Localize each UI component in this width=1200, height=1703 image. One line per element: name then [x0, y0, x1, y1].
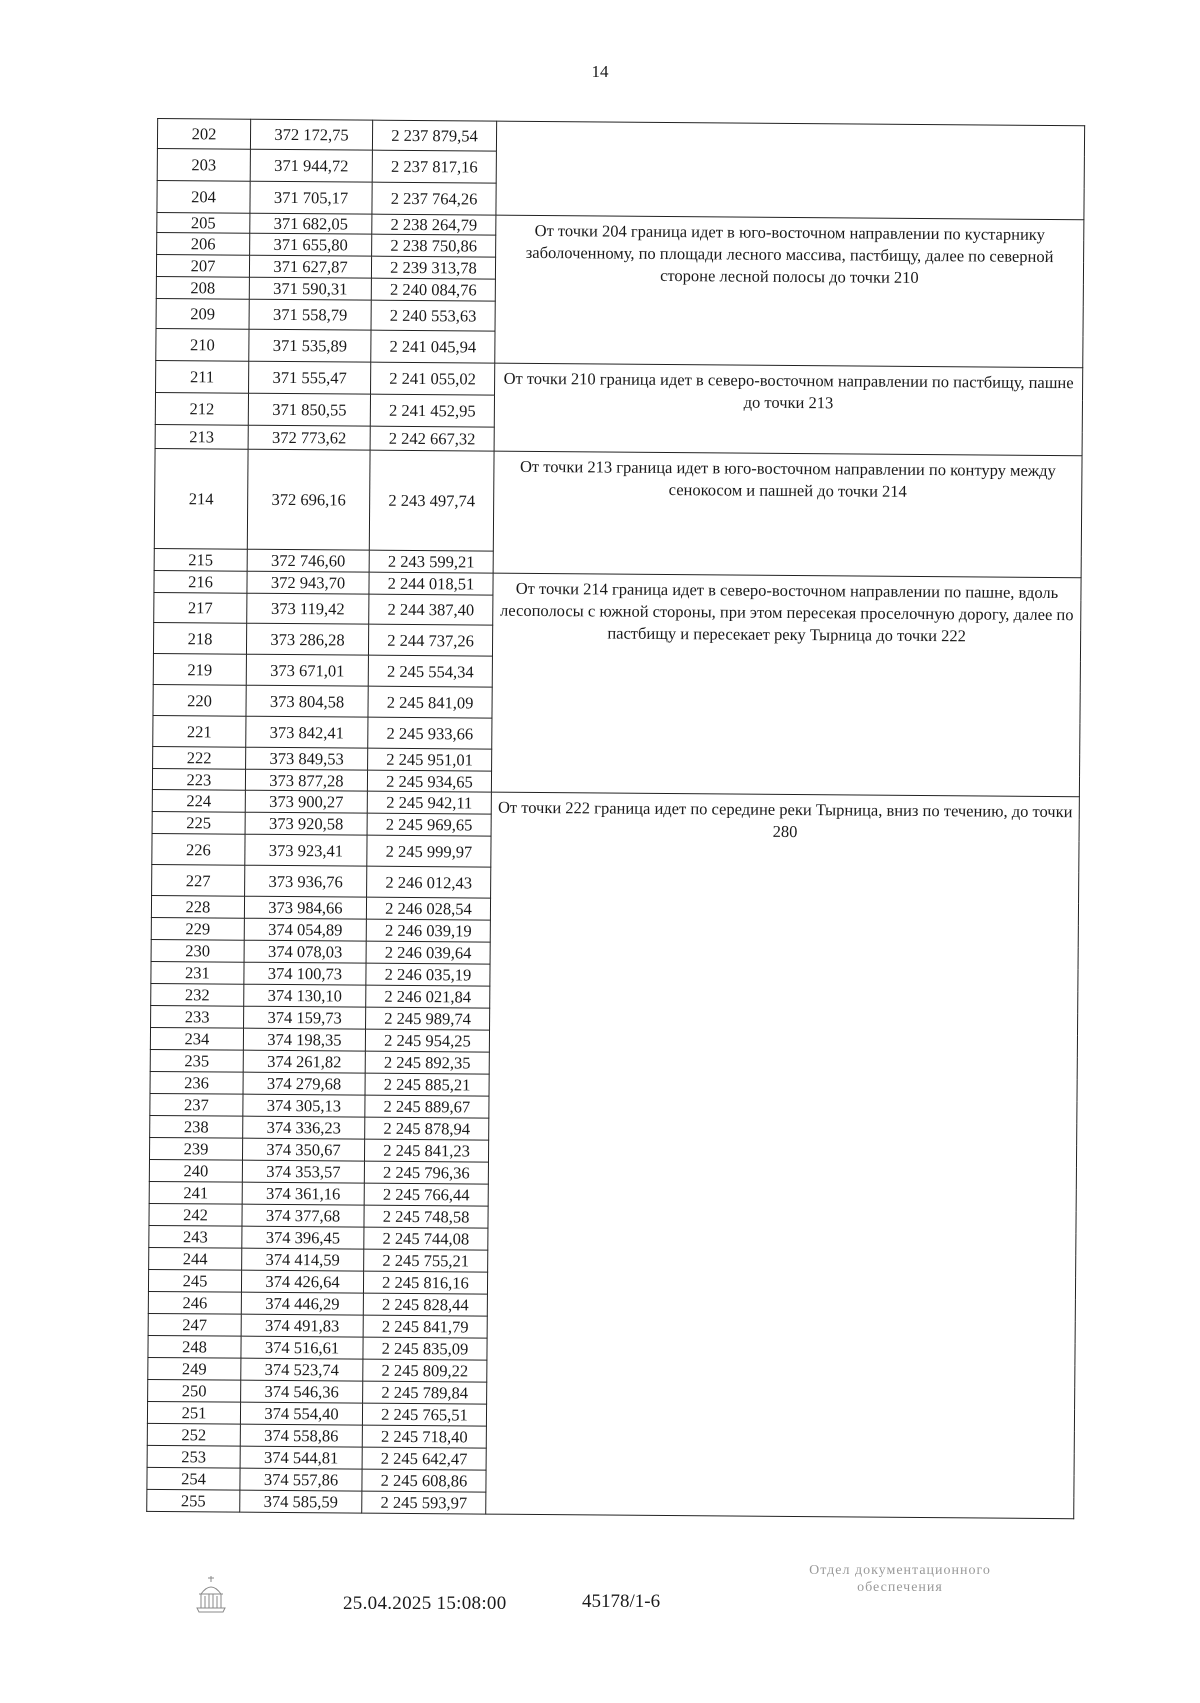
- y-coordinate-cell: 2 245 878,94: [365, 1117, 489, 1140]
- x-coordinate-cell: 372 773,62: [248, 425, 370, 450]
- x-coordinate-cell: 374 350,67: [242, 1138, 364, 1161]
- y-coordinate-cell: 2 245 999,97: [367, 835, 491, 867]
- x-coordinate-cell: 371 705,17: [250, 181, 372, 214]
- emblem-seal-icon: [187, 1568, 235, 1616]
- point-number-cell: 245: [148, 1269, 241, 1292]
- y-coordinate-cell: 2 238 264,79: [372, 214, 496, 235]
- boundary-description-cell: От точки 214 граница идет в северо-восточном направлении по пашне, вдоль лесополосы с южной стороны, при этом пересекая проселочную дорогу, далее по пастбищу и пересекает реку Тырница до точки 222: [491, 573, 1081, 797]
- x-coordinate-cell: 373 936,76: [245, 865, 367, 897]
- point-number-cell: 237: [150, 1093, 243, 1116]
- y-coordinate-cell: 2 246 028,54: [366, 897, 490, 920]
- point-number-cell: 229: [151, 917, 244, 940]
- y-coordinate-cell: 2 245 642,47: [362, 1447, 486, 1470]
- x-coordinate-cell: 374 377,68: [242, 1204, 364, 1227]
- y-coordinate-cell: 2 245 554,34: [368, 655, 492, 687]
- point-number-cell: 233: [151, 1005, 244, 1028]
- y-coordinate-cell: 2 240 084,76: [371, 278, 495, 301]
- y-coordinate-cell: 2 245 835,09: [363, 1337, 487, 1360]
- point-number-cell: 252: [147, 1423, 240, 1446]
- y-coordinate-cell: 2 245 969,65: [367, 813, 491, 836]
- x-coordinate-cell: 371 944,72: [250, 149, 372, 182]
- y-coordinate-cell: 2 245 841,79: [363, 1315, 487, 1338]
- y-coordinate-cell: 2 245 841,23: [364, 1139, 488, 1162]
- y-coordinate-cell: 2 241 055,02: [371, 362, 495, 395]
- x-coordinate-cell: 373 923,41: [245, 834, 367, 866]
- point-number-cell: 215: [154, 548, 247, 571]
- y-coordinate-cell: 2 239 313,78: [371, 256, 495, 279]
- y-coordinate-cell: 2 245 934,65: [367, 770, 491, 792]
- point-number-cell: 236: [150, 1071, 243, 1094]
- boundary-description-cell: От точки 213 граница идет в юго-восточном направлении по контуру между сенокосом и пашней до точки 214: [493, 451, 1082, 578]
- x-coordinate-cell: 374 585,59: [240, 1490, 362, 1513]
- x-coordinate-cell: 373 286,28: [246, 623, 368, 655]
- y-coordinate-cell: 2 241 045,94: [371, 330, 495, 363]
- point-number-cell: 220: [153, 684, 246, 716]
- point-number-cell: 225: [152, 811, 245, 834]
- point-number-cell: 210: [156, 328, 249, 361]
- point-number-cell: 211: [156, 360, 249, 393]
- x-coordinate-cell: 374 305,13: [243, 1094, 365, 1117]
- point-number-cell: 209: [156, 298, 249, 329]
- x-coordinate-cell: 374 546,36: [241, 1380, 363, 1403]
- point-number-cell: 253: [147, 1445, 240, 1468]
- x-coordinate-cell: 374 261,82: [243, 1050, 365, 1073]
- x-coordinate-cell: 374 426,64: [241, 1270, 363, 1293]
- y-coordinate-cell: 2 237 764,26: [372, 182, 496, 215]
- y-coordinate-cell: 2 245 942,11: [367, 791, 491, 814]
- x-coordinate-cell: 373 900,27: [245, 790, 367, 813]
- point-number-cell: 244: [149, 1247, 242, 1270]
- y-coordinate-cell: 2 242 667,32: [370, 426, 494, 451]
- point-number-cell: 218: [153, 622, 246, 654]
- y-coordinate-cell: 2 245 828,44: [363, 1293, 487, 1316]
- y-coordinate-cell: 2 241 452,95: [370, 394, 494, 427]
- x-coordinate-cell: 371 558,79: [249, 299, 371, 330]
- y-coordinate-cell: 2 246 039,19: [366, 919, 490, 942]
- x-coordinate-cell: 374 557,86: [240, 1468, 362, 1491]
- table-row: [154, 448, 1082, 555]
- point-number-cell: 246: [148, 1291, 241, 1314]
- y-coordinate-cell: 2 245 892,35: [365, 1051, 489, 1074]
- point-number-cell: 243: [149, 1225, 242, 1248]
- y-coordinate-cell: 2 246 035,19: [366, 963, 490, 986]
- stamp-line-1: Отдел документационного: [809, 1563, 991, 1578]
- x-coordinate-cell: 373 119,42: [247, 593, 369, 624]
- y-coordinate-cell: 2 238 750,86: [372, 234, 496, 257]
- point-number-cell: 242: [149, 1203, 242, 1226]
- x-coordinate-cell: 374 054,89: [244, 918, 366, 941]
- x-coordinate-cell: 372 172,75: [250, 119, 372, 150]
- y-coordinate-cell: 2 245 951,01: [368, 748, 492, 771]
- x-coordinate-cell: 374 100,73: [244, 962, 366, 985]
- x-coordinate-cell: 372 746,60: [247, 549, 369, 572]
- point-number-cell: 219: [153, 653, 246, 685]
- point-number-cell: 202: [157, 118, 250, 149]
- footer-document-number: 45178/1-6: [582, 1591, 661, 1612]
- x-coordinate-cell: 374 159,73: [244, 1006, 366, 1029]
- footer-timestamp: 25.04.2025 15:08:00: [343, 1593, 507, 1614]
- x-coordinate-cell: 373 920,58: [245, 812, 367, 835]
- x-coordinate-cell: 371 627,87: [249, 255, 371, 278]
- point-number-cell: 217: [154, 592, 247, 623]
- point-number-cell: 222: [153, 746, 246, 769]
- point-number-cell: 254: [147, 1467, 240, 1490]
- x-coordinate-cell: 371 850,55: [248, 393, 370, 426]
- y-coordinate-cell: 2 245 809,22: [363, 1359, 487, 1382]
- point-number-cell: 234: [150, 1027, 243, 1050]
- point-number-cell: 206: [157, 232, 250, 255]
- x-coordinate-cell: 374 558,86: [240, 1424, 362, 1447]
- x-coordinate-cell: 374 491,83: [241, 1314, 363, 1337]
- point-number-cell: 247: [148, 1313, 241, 1336]
- page-number: 14: [591, 62, 609, 81]
- y-coordinate-cell: 2 243 599,21: [369, 550, 493, 573]
- y-coordinate-cell: 2 237 879,54: [372, 120, 496, 151]
- point-number-cell: 207: [156, 254, 249, 277]
- y-coordinate-cell: 2 245 841,09: [368, 686, 492, 718]
- x-coordinate-cell: 374 516,61: [241, 1336, 363, 1359]
- boundary-description-cell: От точки 210 граница идет в северо-восточном направлении по пастбищу, пашне до точки 213: [494, 363, 1083, 456]
- x-coordinate-cell: 374 414,59: [242, 1248, 364, 1271]
- x-coordinate-cell: 374 336,23: [243, 1116, 365, 1139]
- y-coordinate-cell: 2 245 748,58: [364, 1205, 488, 1228]
- point-number-cell: 205: [157, 212, 250, 233]
- y-coordinate-cell: 2 245 885,21: [365, 1073, 489, 1096]
- point-number-cell: 214: [154, 448, 248, 549]
- point-number-cell: 231: [151, 961, 244, 984]
- point-number-cell: 249: [148, 1357, 241, 1380]
- x-coordinate-cell: 374 353,57: [242, 1160, 364, 1183]
- stamp-line-2: обеспечения: [857, 1580, 943, 1595]
- point-number-cell: 227: [152, 864, 245, 896]
- point-number-cell: 212: [155, 392, 248, 425]
- y-coordinate-cell: 2 245 989,74: [366, 1007, 490, 1030]
- point-number-cell: 241: [149, 1181, 242, 1204]
- x-coordinate-cell: 373 984,66: [244, 896, 366, 919]
- y-coordinate-cell: 2 245 765,51: [362, 1403, 486, 1426]
- y-coordinate-cell: 2 244 387,40: [369, 594, 493, 625]
- coordinates-table: [146, 118, 1085, 1519]
- x-coordinate-cell: 373 842,41: [246, 716, 368, 748]
- x-coordinate-cell: 374 078,03: [244, 940, 366, 963]
- point-number-cell: 251: [147, 1401, 240, 1424]
- point-number-cell: 226: [152, 833, 245, 865]
- point-number-cell: 239: [149, 1137, 242, 1160]
- x-coordinate-cell: 374 130,10: [244, 984, 366, 1007]
- y-coordinate-cell: 2 246 021,84: [366, 985, 490, 1008]
- y-coordinate-cell: 2 243 497,74: [369, 450, 494, 551]
- x-coordinate-cell: 373 671,01: [246, 654, 368, 686]
- x-coordinate-cell: 372 943,70: [247, 571, 369, 594]
- x-coordinate-cell: 373 804,58: [246, 685, 368, 717]
- y-coordinate-cell: 2 245 954,25: [365, 1029, 489, 1052]
- y-coordinate-cell: 2 245 816,16: [363, 1271, 487, 1294]
- point-number-cell: 228: [151, 895, 244, 918]
- point-number-cell: 250: [148, 1379, 241, 1402]
- coordinates-table-body: [147, 118, 1085, 1518]
- point-number-cell: 255: [147, 1489, 240, 1512]
- point-number-cell: 224: [152, 789, 245, 812]
- point-number-cell: 221: [153, 715, 246, 747]
- x-coordinate-cell: 374 544,81: [240, 1446, 362, 1469]
- y-coordinate-cell: 2 245 933,66: [368, 717, 492, 749]
- y-coordinate-cell: 2 246 039,64: [366, 941, 490, 964]
- x-coordinate-cell: 373 877,28: [245, 769, 367, 791]
- x-coordinate-cell: 374 554,40: [240, 1402, 362, 1425]
- y-coordinate-cell: 2 245 608,86: [362, 1469, 486, 1492]
- y-coordinate-cell: 2 245 789,84: [363, 1381, 487, 1404]
- y-coordinate-cell: 2 244 018,51: [369, 572, 493, 595]
- x-coordinate-cell: 371 655,80: [250, 233, 372, 256]
- point-number-cell: 213: [155, 424, 248, 449]
- point-number-cell: 223: [152, 768, 245, 790]
- point-number-cell: 235: [150, 1049, 243, 1072]
- point-number-cell: 204: [157, 180, 250, 213]
- point-number-cell: 216: [154, 570, 247, 593]
- boundary-description-cell: От точки 204 граница идет в юго-восточном направлении по кустарнику заболоченному, по площади лесного массива, пастбищу, далее по северной стороне лесной полосы до точки 210: [495, 215, 1084, 368]
- y-coordinate-cell: 2 245 718,40: [362, 1425, 486, 1448]
- department-stamp: [760, 1562, 1040, 1596]
- y-coordinate-cell: 2 240 553,63: [371, 300, 495, 331]
- point-number-cell: 240: [149, 1159, 242, 1182]
- x-coordinate-cell: 371 590,31: [249, 277, 371, 300]
- point-number-cell: 203: [157, 148, 250, 181]
- x-coordinate-cell: 371 535,89: [249, 329, 371, 362]
- boundary-description-cell: [496, 121, 1085, 220]
- y-coordinate-cell: 2 237 817,16: [372, 150, 496, 183]
- x-coordinate-cell: 371 682,05: [250, 213, 372, 234]
- boundary-description-cell: От точки 222 граница идет по середине реки Тырница, вниз по течению, до точки 280: [486, 792, 1080, 1519]
- y-coordinate-cell: 2 245 593,97: [362, 1491, 486, 1514]
- y-coordinate-cell: 2 246 012,43: [367, 866, 491, 898]
- y-coordinate-cell: 2 244 737,26: [368, 624, 492, 656]
- x-coordinate-cell: 372 696,16: [247, 449, 370, 550]
- x-coordinate-cell: 374 523,74: [241, 1358, 363, 1381]
- x-coordinate-cell: 374 361,16: [242, 1182, 364, 1205]
- x-coordinate-cell: 373 849,53: [246, 747, 368, 770]
- y-coordinate-cell: 2 245 796,36: [364, 1161, 488, 1184]
- point-number-cell: 232: [151, 983, 244, 1006]
- x-coordinate-cell: 374 396,45: [242, 1226, 364, 1249]
- y-coordinate-cell: 2 245 766,44: [364, 1183, 488, 1206]
- point-number-cell: 238: [150, 1115, 243, 1138]
- x-coordinate-cell: 371 555,47: [249, 361, 371, 394]
- x-coordinate-cell: 374 198,35: [243, 1028, 365, 1051]
- y-coordinate-cell: 2 245 889,67: [365, 1095, 489, 1118]
- x-coordinate-cell: 374 446,29: [241, 1292, 363, 1315]
- x-coordinate-cell: 374 279,68: [243, 1072, 365, 1095]
- point-number-cell: 208: [156, 276, 249, 299]
- y-coordinate-cell: 2 245 744,08: [364, 1227, 488, 1250]
- point-number-cell: 230: [151, 939, 244, 962]
- point-number-cell: 248: [148, 1335, 241, 1358]
- y-coordinate-cell: 2 245 755,21: [364, 1249, 488, 1272]
